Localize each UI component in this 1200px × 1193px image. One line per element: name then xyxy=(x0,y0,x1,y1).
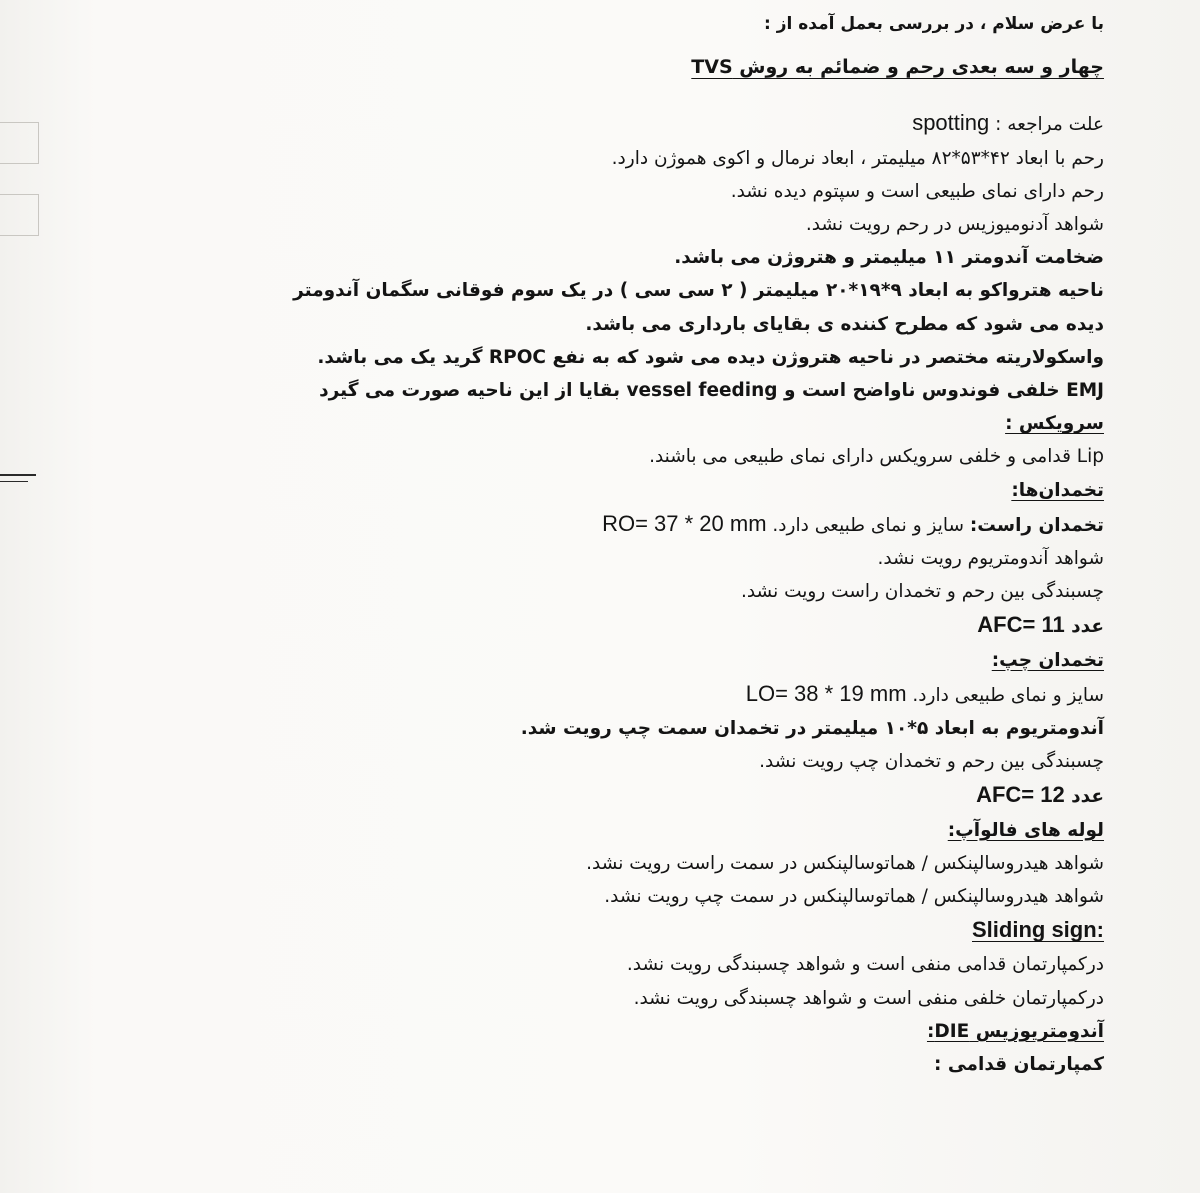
ovaries-heading: تخمدان‌ها: xyxy=(1011,479,1104,501)
report-title: چهار و سه بعدی رحم و ضمائم به روش TVS xyxy=(691,56,1104,79)
hyperechoic-area-line: دیده می شود که مطرح کننده ی بقایای بارداری می باشد. xyxy=(585,313,1104,335)
sliding-sign-heading xyxy=(224,913,1104,948)
report-body xyxy=(224,8,1104,1081)
endometrium-thickness: ضخامت آندومتر ۱۱ میلیمتر و هتروژن می باشد. xyxy=(674,247,1104,269)
die-heading: آندومتریوزیس DIE: xyxy=(926,1020,1104,1042)
right-ovary-measure: RO= 37 * 20 mm xyxy=(602,510,767,536)
afc-label: عدد xyxy=(1071,616,1104,638)
cervix-text: Lip قدامی و خلفی سرویکس دارای نمای طبیعی می باشند. xyxy=(649,446,1104,468)
cervix-heading: سرویکس : xyxy=(1005,413,1104,435)
tubes-line: شواهد هیدروسالپنکس / هماتوسالپنکس در سمت چپ رویت نشد. xyxy=(604,886,1104,908)
left-ovary-adhesion: چسبندگی بین رحم و تخمدان چپ رویت نشد. xyxy=(759,751,1104,773)
margin-mark xyxy=(0,481,28,482)
uterus-line: شواهد آدنومیوزیس در رحم رویت نشد. xyxy=(805,214,1104,236)
tubes-heading: لوله های فالوآپ: xyxy=(947,819,1104,841)
right-ovary-text: سایز و نمای طبیعی دارد. xyxy=(772,514,964,536)
right-ovary-line xyxy=(224,507,1104,542)
visit-reason xyxy=(224,106,1104,141)
left-ovary-afc xyxy=(224,778,1104,813)
margin-box xyxy=(0,194,39,236)
sliding-sign-heading-text: Sliding sign: xyxy=(972,917,1104,943)
right-ovary-afc xyxy=(224,608,1104,643)
emj-line: EMJ خلفی فوندوس ناواضح است و vessel feeding بقایا از این ناحیه صورت می گیرد xyxy=(319,380,1104,402)
afc-value: AFC= 11 xyxy=(977,612,1065,638)
right-ovary-label: تخمدان راست: xyxy=(969,514,1104,536)
margin-box xyxy=(0,122,39,164)
left-ovary-measure: LO= 38 * 19 mm xyxy=(745,680,907,706)
visit-reason-value: spotting xyxy=(912,110,990,136)
visit-reason-label: علت مراجعه : xyxy=(995,114,1104,136)
vascularity-line: واسکولاریته مختصر در ناحیه هتروژن دیده می شود که به نفع RPOC گرید یک می باشد. xyxy=(317,346,1104,368)
left-ovary-line xyxy=(224,677,1104,712)
hyperechoic-area-line: ناحیه هترواکو به ابعاد ۹*۱۹*۲۰ میلیمتر ( ۲ سی سی ) در یک سوم فوقانی سگمان آندومتر xyxy=(293,280,1104,302)
right-ovary-detail: چسبندگی بین رحم و تخمدان راست رویت نشد. xyxy=(740,581,1104,603)
left-ovary-endometrioma: آندومتریوم به ابعاد ۵*۱۰ میلیمتر در تخمدان سمت چپ رویت شد. xyxy=(520,718,1104,740)
uterus-line: رحم دارای نمای طبیعی است و سپتوم دیده نشد. xyxy=(730,180,1104,202)
margin-mark xyxy=(0,474,36,476)
afc-value: AFC= 12 xyxy=(976,782,1065,808)
left-ovary-text: سایز و نمای طبیعی دارد. xyxy=(912,684,1104,706)
greeting: با عرض سلام ، در بررسی بعمل آمده از : xyxy=(764,14,1104,34)
right-ovary-detail: شواهد آندومتریوم رویت نشد. xyxy=(877,548,1104,570)
tubes-line: شواهد هیدروسالپنکس / هماتوسالپنکس در سمت راست رویت نشد. xyxy=(586,852,1104,874)
sliding-sign-line: درکمپارتمان خلفی منفی است و شواهد چسبندگی رویت نشد. xyxy=(633,987,1104,1009)
die-anterior-compartment: کمپارتمان قدامی : xyxy=(934,1054,1104,1076)
left-ovary-heading: تخمدان چپ: xyxy=(991,649,1104,671)
uterus-line: رحم با ابعاد ۴۲*۵۳*۸۲ میلیمتر ، ابعاد نرمال و اکوی هموژن دارد. xyxy=(611,147,1104,169)
afc-label: عدد xyxy=(1071,786,1104,808)
sliding-sign-line: درکمپارتمان قدامی منفی است و شواهد چسبندگی رویت نشد. xyxy=(626,954,1104,976)
